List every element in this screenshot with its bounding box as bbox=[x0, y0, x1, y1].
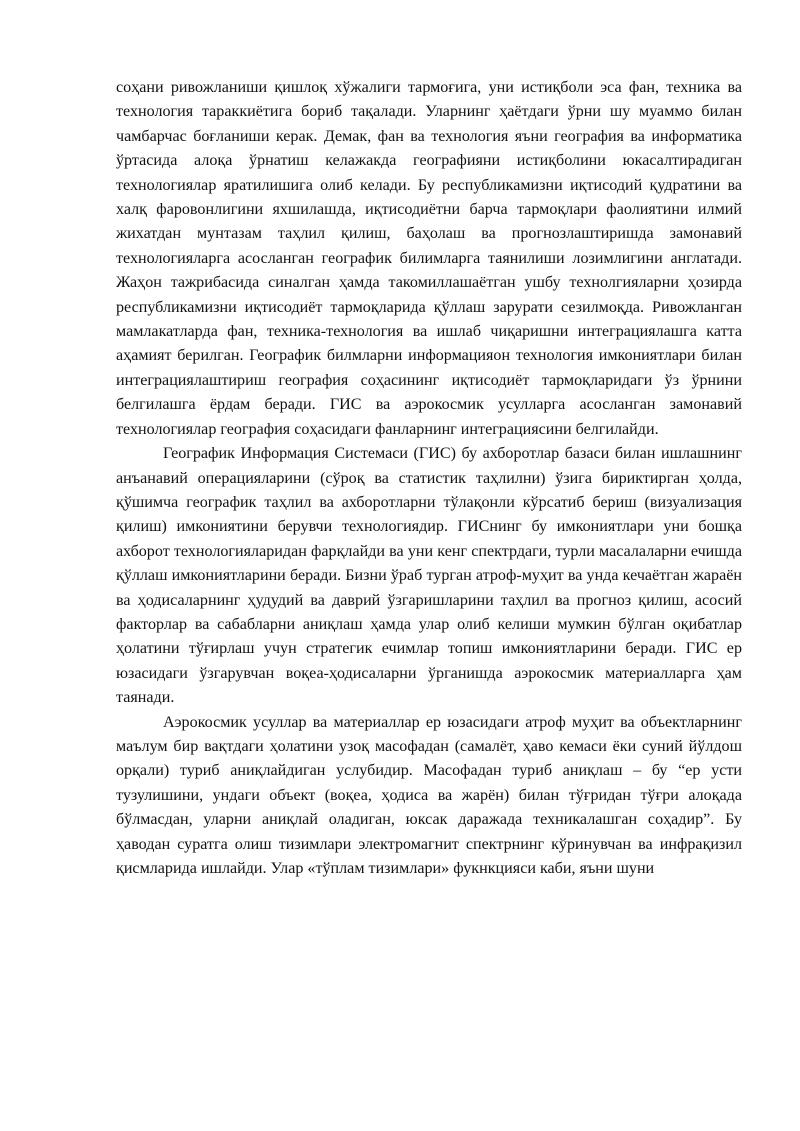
paragraph-3: Аэрокосмик усуллар ва материаллар ер юзасидаги атроф муҳит ва объектларнинг маълум бир вақтдаги ҳолатини узоқ масофадан (самалёт, ҳаво кемаси ёки суний йўлдош орқали) туриб аниқлайдиган услубидир. Масофадан туриб аниқлаш – бу “ер усти тузулишини, ундаги объект (воқеа, ҳодиса ва жарён) билан тўғридан тўғри алоқада бўлмасдан, уларни аниқлай оладиган, юксак даражада техникалашган соҳадир”. Бу ҳаводан суратга олиш тизимлари электромагнит спектрнинг кўринувчан ва инфрақизил қисмларида ишлайди. Улар «тўплам тизимлари» фукнкцияси каби, яъни шуни bbox=[116, 713, 742, 877]
paragraph-2: Географик Информация Системаси (ГИС) бу ахборотлар базаси билан ишлашнинг анъанавий операцияларини (сўроқ ва статистик таҳлилни) ўзига бириктирган ҳолда, қўшимча географик таҳлил ва ахборотларни тўлақонли кўрсатиб бериш (визуализация қилиш) имкониятини берувчи технологиядир. ГИСнинг бу имкониятлари уни бошқа ахборот технологияларидан фарқлайди ва уни кенг спектрдаги, турли масалаларни ечишда қўллаш имкониятларини беради. Бизни ўраб турган атроф-муҳит ва унда кечаётган жараён ва ҳодисаларнинг ҳудудий ва даврий ўзгаришларини таҳлил ва прогноз қилиш, асосий факторлар ва сабабларни аниқлаш ҳамда улар олиб келиши мумкин бўлган оқибатлар ҳолатини тўғирлаш учун стратегик ечимлар топиш имкониятларини беради. ГИС ер юзасидаги ўзгарувчан воқеа-ҳодисаларни ўрганишда аэрокосмик материалларга ҳам таянади. bbox=[116, 445, 742, 707]
paragraph-1: соҳани ривожланиши қишлоқ хўжалиги тармоғига, уни истиқболи эса фан, техника ва технология тараккиётига бориб тақалади. Уларнинг ҳаётдаги ўрни шу муаммо билан чамбарчас боғланиши керак. Демак, фан ва технология яъни география ва информатика ўртасида алоқа ўрнатиш келажакда географияни истиқболини юкасалтирадиган технологиялар яратилишига олиб келади. Бу республикамизни иқтисодий қудратини ва халқ фаровонлигини яхшилашда, иқтисодиётни барча тармоқлари фаолиятини илмий жихатдан мунтазам таҳлил қилиш, баҳолаш ва прогнозлаштиришда замонавий технологияларга асосланган географик билимларга таянилиши лозимлигини англатади. Жаҳон тажрибасида синалган ҳамда такомиллашаётган ушбу технолгияларни ҳозирда республикамизни иқтисодиёт тармоқларида қўллаш зарурати сезилмоқда. Ривожланган мамлакатларда фан, техника-технология ва ишлаб чиқаришни интеграциялашга катта аҳамият берилган. Географик билмларни информацияон технология имкониятлари билан интеграциялаштириш география соҳасининг иқтисодиёт тармоқларидаги ўз ўрнини белгилашга ёрдам беради. ГИС ва аэрокосмик усулларга асосланган замонавий технологиялар география соҳасидаги фанларнинг интеграциясини белгилайди. bbox=[116, 79, 742, 438]
document-page bbox=[116, 76, 742, 881]
